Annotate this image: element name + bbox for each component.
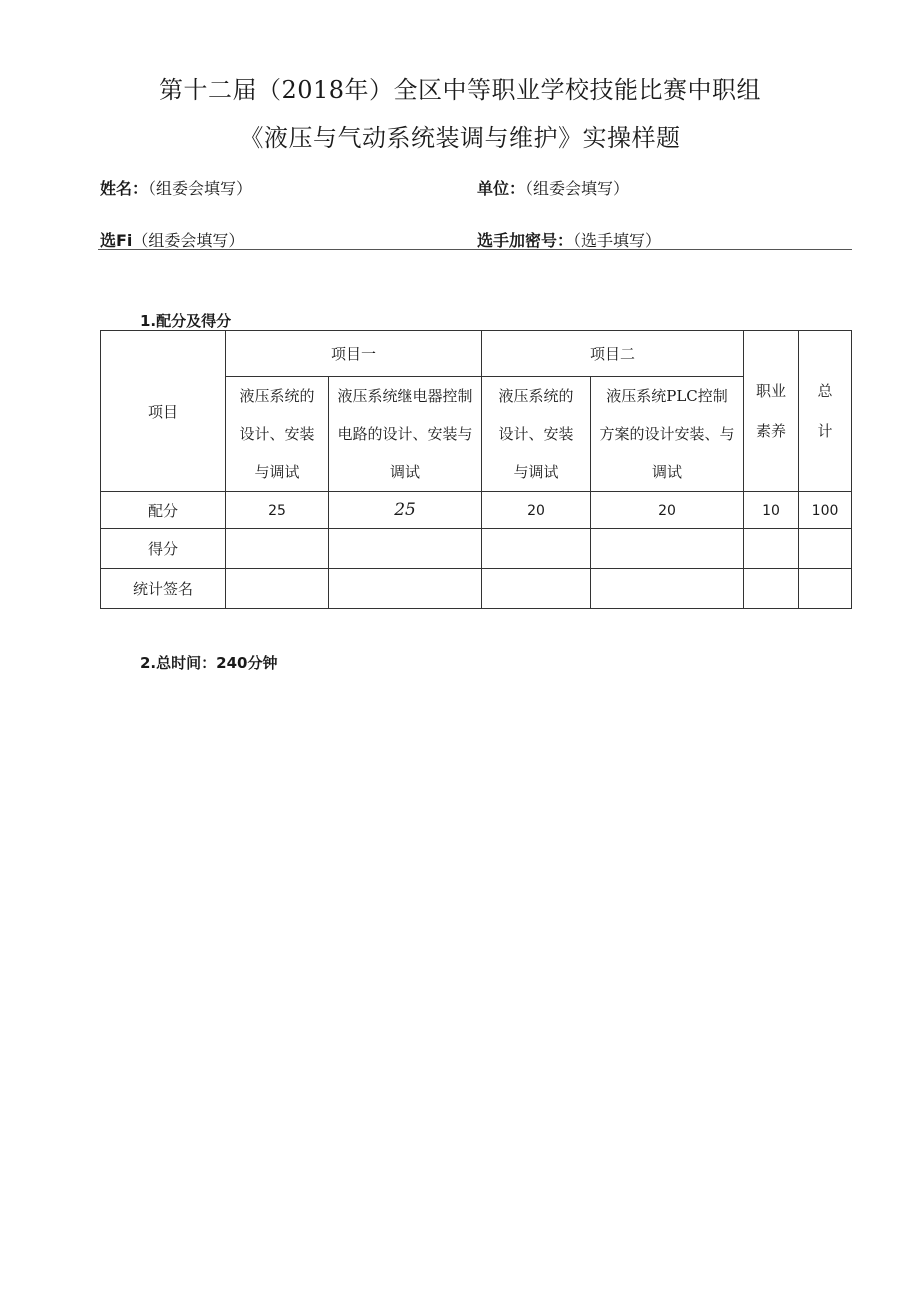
group2-header: 项目二 <box>482 331 744 377</box>
sub2-header: 液压系统继电器控制电路的设计、安装与调试 <box>329 377 482 492</box>
table-row <box>101 529 852 569</box>
sign-row-label: 统计签名 <box>101 569 226 609</box>
sub3-header: 液压系统的设计、安装与调试 <box>482 377 591 492</box>
sign-cell[interactable] <box>591 569 744 609</box>
sub1-header: 液压系统的设计、安装与调试 <box>226 377 329 492</box>
got-cell[interactable] <box>744 529 799 569</box>
name-value: （组委会填写） <box>148 179 253 198</box>
professional-header: 职业素养 <box>744 331 799 492</box>
table-row <box>101 331 852 377</box>
unit-field <box>477 176 629 199</box>
contestant-value: （组委会填写） <box>132 231 245 250</box>
sub4-header: 液压系统PLC控制方案的设计安装、与调试 <box>591 377 744 492</box>
got-cell[interactable] <box>226 529 329 569</box>
score-cell: 100 <box>799 492 852 529</box>
name-label: 姓名： <box>100 179 149 198</box>
got-cell[interactable] <box>482 529 591 569</box>
unit-value: （组委会填写） <box>525 179 630 198</box>
score-cell: 25 <box>226 492 329 529</box>
header-divider <box>98 249 852 250</box>
score-row-label: 配分 <box>101 492 226 529</box>
contestant-label: 选Fi <box>100 231 133 250</box>
score-cell: 10 <box>744 492 799 529</box>
total-header: 总计 <box>799 331 852 492</box>
code-value: （选手填写） <box>573 231 662 250</box>
sign-cell[interactable] <box>799 569 852 609</box>
row-header-cell: 项目 <box>101 331 226 492</box>
sign-cell[interactable] <box>226 569 329 609</box>
sign-cell[interactable] <box>744 569 799 609</box>
code-label: 选手加密号： <box>477 231 574 250</box>
section2-heading: 2.总时间：240分钟 <box>140 654 278 672</box>
document-title-line2: 《液压与气动系统装调与维护》实操样题 <box>239 124 681 152</box>
unit-label: 单位： <box>477 179 526 198</box>
got-cell[interactable] <box>329 529 482 569</box>
score-table <box>100 330 852 609</box>
got-row-label: 得分 <box>101 529 226 569</box>
got-cell[interactable] <box>591 529 744 569</box>
code-field <box>477 228 661 251</box>
document-title-line1: 第十二届（2018年）全区中等职业学校技能比赛中职组 <box>158 76 762 104</box>
sign-cell[interactable] <box>482 569 591 609</box>
group1-header: 项目一 <box>226 331 482 377</box>
table-row <box>101 492 852 529</box>
got-cell[interactable] <box>799 529 852 569</box>
sign-cell[interactable] <box>329 569 482 609</box>
name-field <box>100 176 252 199</box>
score-cell: 25 <box>329 492 482 529</box>
section1-heading: 1.配分及得分 <box>140 312 232 330</box>
score-cell: 20 <box>591 492 744 529</box>
contestant-field <box>100 228 244 251</box>
score-cell: 20 <box>482 492 591 529</box>
table-row <box>101 569 852 609</box>
